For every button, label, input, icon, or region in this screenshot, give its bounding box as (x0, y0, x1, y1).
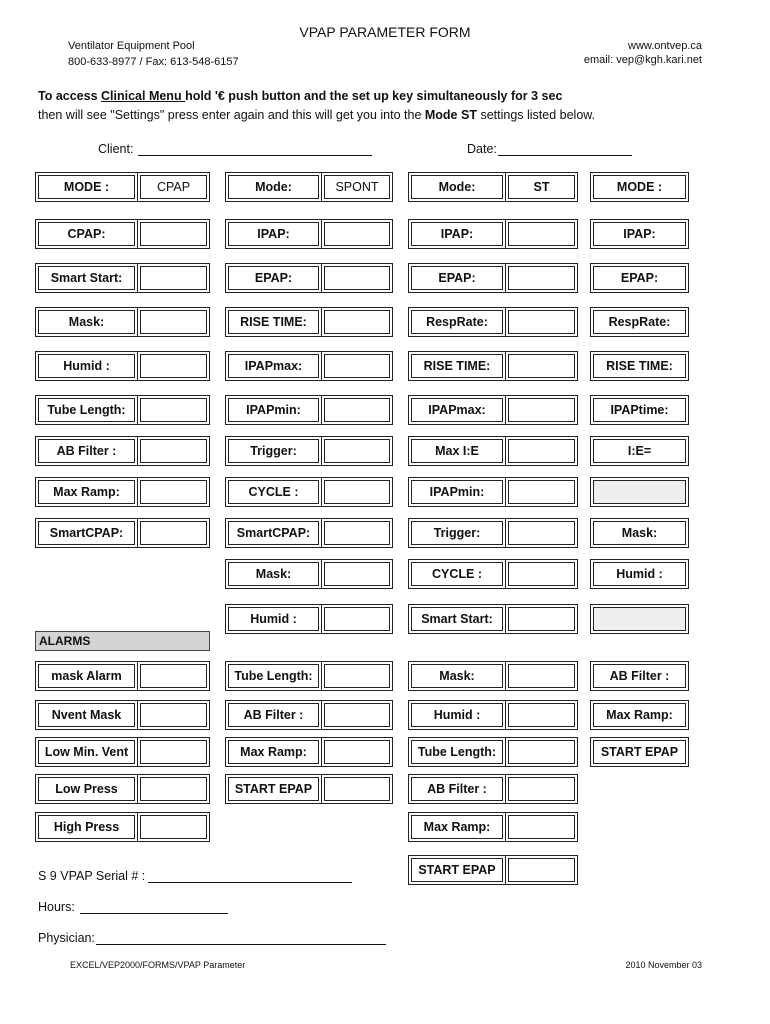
col3-value-input[interactable] (505, 351, 578, 381)
input-box[interactable] (324, 607, 390, 631)
col2-label: Mask: (228, 562, 319, 586)
col2-label: EPAP: (228, 266, 319, 290)
alarm-label: Nvent Mask (38, 703, 135, 727)
col2-label: RISE TIME: (228, 310, 319, 334)
org-email: email: vep@kgh.kari.net (583, 54, 702, 66)
col1-label-cell (35, 477, 138, 507)
col2-value-input[interactable] (321, 395, 393, 425)
col3-label-cell (408, 351, 506, 381)
col4-empty-cell (590, 477, 689, 507)
col3-label-cell (408, 436, 506, 466)
col3-value-input[interactable] (505, 477, 578, 507)
col1-value-input[interactable] (137, 307, 210, 337)
instruction-text: settings listed below. (476, 108, 596, 122)
col1-label: Mask: (38, 310, 135, 334)
col4-label-cell (590, 436, 689, 466)
col2-label: Tube Length: (228, 664, 319, 688)
col2-label-cell (225, 263, 322, 293)
client-field-line[interactable] (138, 155, 372, 156)
org-name: Ventilator Equipment Pool (68, 40, 195, 52)
col1-label-cell (35, 518, 138, 548)
col3-label: IPAP: (411, 222, 503, 246)
col3-label-cell (408, 855, 506, 885)
input-box[interactable] (324, 439, 390, 463)
input-box[interactable] (508, 740, 575, 764)
col4-label (593, 607, 686, 631)
date-field-line[interactable] (498, 155, 632, 156)
col3-label: START EPAP (411, 858, 503, 882)
col4-label: Humid : (593, 562, 686, 586)
col3-value-input[interactable] (505, 812, 578, 842)
col1-label-cell (35, 307, 138, 337)
col2-label: IPAPmax: (228, 354, 319, 378)
col2-label-cell (225, 219, 322, 249)
col2-value-input[interactable] (321, 477, 393, 507)
col2-label: Max Ramp: (228, 740, 319, 764)
col2-label-cell (225, 774, 322, 804)
col4-label: RISE TIME: (593, 354, 686, 378)
col3-label: Humid : (411, 703, 503, 727)
alarm-label-cell (35, 700, 138, 730)
input-box[interactable] (140, 777, 207, 801)
col4-label: IPAPtime: (593, 398, 686, 422)
input-box[interactable] (324, 562, 390, 586)
col3-label: Max I:E (411, 439, 503, 463)
col2-label-cell (225, 661, 322, 691)
col3-value-input[interactable] (505, 661, 578, 691)
input-box[interactable] (508, 439, 575, 463)
col2-mode-value: SPONT (324, 175, 390, 199)
col4-label: START EPAP (593, 740, 686, 764)
col4-label: I:E= (593, 439, 686, 463)
col2-label-cell (225, 307, 322, 337)
col2-label: IPAP: (228, 222, 319, 246)
input-box[interactable] (324, 222, 390, 246)
input-box[interactable] (140, 439, 207, 463)
alarm-label: Low Min. Vent (38, 740, 135, 764)
hours-field-line[interactable] (80, 913, 228, 914)
col2-value-input[interactable] (321, 737, 393, 767)
col4-label-cell (590, 661, 689, 691)
col1-value-input[interactable] (137, 518, 210, 548)
col2-label: IPAPmin: (228, 398, 319, 422)
col3-label: RespRate: (411, 310, 503, 334)
col3-label: IPAPmax: (411, 398, 503, 422)
input-box[interactable] (140, 310, 207, 334)
col3-value-input[interactable] (505, 263, 578, 293)
col1-label: CPAP: (38, 222, 135, 246)
alarm-value-input[interactable] (137, 661, 210, 691)
input-box[interactable] (140, 266, 207, 290)
input-box[interactable] (508, 777, 575, 801)
col3-label: Smart Start: (411, 607, 503, 631)
col3-label-cell (408, 812, 506, 842)
col2-mode-label-cell (225, 172, 322, 202)
input-box[interactable] (508, 562, 575, 586)
col2-label-cell (225, 604, 322, 634)
col2-label: Trigger: (228, 439, 319, 463)
col2-value-input[interactable] (321, 307, 393, 337)
alarm-label: mask Alarm (38, 664, 135, 688)
input-box[interactable] (140, 815, 207, 839)
col3-label-cell (408, 219, 506, 249)
col3-value-input[interactable] (505, 604, 578, 634)
col1-value-input[interactable] (137, 263, 210, 293)
col3-label-cell (408, 661, 506, 691)
col2-label-cell (225, 477, 322, 507)
alarm-value-input[interactable] (137, 700, 210, 730)
col2-label-cell (225, 436, 322, 466)
col4-label: RespRate: (593, 310, 686, 334)
col4-label-cell (590, 518, 689, 548)
col3-label: Mask: (411, 664, 503, 688)
input-box[interactable] (508, 266, 575, 290)
col2-value-input[interactable] (321, 661, 393, 691)
org-phone-fax: 800-633-8977 / Fax: 613-548-6157 (68, 56, 239, 68)
col4-label-cell (590, 307, 689, 337)
col2-value-input[interactable] (321, 700, 393, 730)
form-title: VPAP PARAMETER FORM (299, 24, 471, 40)
alarm-label-cell (35, 812, 138, 842)
input-box[interactable] (324, 310, 390, 334)
col4-label: EPAP: (593, 266, 686, 290)
input-box[interactable] (508, 354, 575, 378)
col1-label: Max Ramp: (38, 480, 135, 504)
col1-label: Tube Length: (38, 398, 135, 422)
col3-value-input[interactable] (505, 855, 578, 885)
col3-label-cell (408, 477, 506, 507)
col4-label-cell (590, 700, 689, 730)
col2-value-input[interactable] (321, 219, 393, 249)
input-box[interactable] (140, 480, 207, 504)
col3-value-input[interactable] (505, 700, 578, 730)
col3-value-input[interactable] (505, 436, 578, 466)
col4-mode-label-cell (590, 172, 689, 202)
col3-value-input[interactable] (505, 307, 578, 337)
col1-value-input[interactable] (137, 351, 210, 381)
input-box[interactable] (508, 815, 575, 839)
col2-label-cell (225, 518, 322, 548)
input-box[interactable] (140, 521, 207, 545)
alarm-label-cell (35, 661, 138, 691)
col2-label-cell (225, 351, 322, 381)
col4-label-cell (590, 737, 689, 767)
col2-mode-label: Mode: (228, 175, 319, 199)
col1-mode-label: MODE : (38, 175, 135, 199)
col2-value-input[interactable] (321, 559, 393, 589)
date-label: Date: (467, 142, 497, 156)
col1-label: SmartCPAP: (38, 521, 135, 545)
col3-label: CYCLE : (411, 562, 503, 586)
col3-label-cell (408, 263, 506, 293)
col1-mode-value-cell (137, 172, 210, 202)
input-box[interactable] (508, 310, 575, 334)
alarm-value-input[interactable] (137, 812, 210, 842)
col4-label (593, 480, 686, 504)
col4-label: AB Filter : (593, 664, 686, 688)
col2-label-cell (225, 559, 322, 589)
col3-mode-label-cell (408, 172, 506, 202)
col3-label: EPAP: (411, 266, 503, 290)
col2-label-cell (225, 395, 322, 425)
instruction-line-1 (38, 89, 562, 103)
input-box[interactable] (324, 664, 390, 688)
input-box[interactable] (508, 480, 575, 504)
col1-value-input[interactable] (137, 219, 210, 249)
col2-value-input[interactable] (321, 774, 393, 804)
hours-label: Hours: (38, 900, 75, 914)
col3-label-cell (408, 774, 506, 804)
col1-label: AB Filter : (38, 439, 135, 463)
col3-value-input[interactable] (505, 219, 578, 249)
col3-label: Tube Length: (411, 740, 503, 764)
col3-value-input[interactable] (505, 518, 578, 548)
col4-label-cell (590, 395, 689, 425)
col3-value-input[interactable] (505, 774, 578, 804)
input-box[interactable] (140, 354, 207, 378)
col3-mode-label: Mode: (411, 175, 503, 199)
col3-value-input[interactable] (505, 395, 578, 425)
col2-value-input[interactable] (321, 436, 393, 466)
alarm-label: High Press (38, 815, 135, 839)
col4-label-cell (590, 559, 689, 589)
col2-label: START EPAP (228, 777, 319, 801)
col2-label: CYCLE : (228, 480, 319, 504)
footer-path: EXCEL/VEP2000/FORMS/VPAP Parameter (70, 960, 246, 970)
col3-label-cell (408, 700, 506, 730)
col3-label: Max Ramp: (411, 815, 503, 839)
col4-mode-label: MODE : (593, 175, 686, 199)
alarm-label-cell (35, 774, 138, 804)
col2-value-input[interactable] (321, 351, 393, 381)
col3-label-cell (408, 559, 506, 589)
col2-label-cell (225, 700, 322, 730)
serial-field-line[interactable] (148, 882, 352, 883)
col3-label-cell (408, 518, 506, 548)
col2-mode-value-cell (321, 172, 393, 202)
input-box[interactable] (324, 703, 390, 727)
col1-label: Smart Start: (38, 266, 135, 290)
col4-label-cell (590, 219, 689, 249)
input-box[interactable] (324, 398, 390, 422)
instruction-text: hold '€ push button and the set up key simultaneously for 3 sec (185, 89, 563, 103)
input-box[interactable] (508, 521, 575, 545)
col1-value-input[interactable] (137, 477, 210, 507)
input-box[interactable] (324, 354, 390, 378)
instruction-line-2 (38, 108, 595, 122)
col1-label-cell (35, 351, 138, 381)
serial-label: S 9 VPAP Serial # : (38, 869, 146, 883)
col1-label: Humid : (38, 354, 135, 378)
org-website: www.ontvep.ca (628, 40, 702, 52)
col4-label: Max Ramp: (593, 703, 686, 727)
col3-label: Trigger: (411, 521, 503, 545)
col3-mode-value-cell (505, 172, 578, 202)
input-box[interactable] (508, 398, 575, 422)
alarm-label: Low Press (38, 777, 135, 801)
col1-mode-label-cell (35, 172, 138, 202)
physician-field-line[interactable] (96, 944, 386, 945)
input-box[interactable] (508, 664, 575, 688)
col1-label-cell (35, 263, 138, 293)
col1-label-cell (35, 395, 138, 425)
col3-label: AB Filter : (411, 777, 503, 801)
col2-value-input[interactable] (321, 604, 393, 634)
col1-value-input[interactable] (137, 395, 210, 425)
input-box[interactable] (140, 664, 207, 688)
col3-label: RISE TIME: (411, 354, 503, 378)
col4-label: IPAP: (593, 222, 686, 246)
col1-mode-value: CPAP (140, 175, 207, 199)
col3-label-cell (408, 737, 506, 767)
col4-label-cell (590, 263, 689, 293)
alarm-label-cell (35, 737, 138, 767)
col4-label: Mask: (593, 521, 686, 545)
col2-label-cell (225, 737, 322, 767)
col3-value-input[interactable] (505, 737, 578, 767)
input-box[interactable] (140, 703, 207, 727)
input-box[interactable] (324, 521, 390, 545)
mode-st-text: Mode ST (424, 108, 477, 122)
col2-label: SmartCPAP: (228, 521, 319, 545)
instruction-text: To access (38, 89, 102, 103)
col3-label-cell (408, 395, 506, 425)
input-box[interactable] (140, 740, 207, 764)
col1-value-input[interactable] (137, 436, 210, 466)
col3-value-input[interactable] (505, 559, 578, 589)
input-box[interactable] (324, 480, 390, 504)
alarm-value-input[interactable] (137, 737, 210, 767)
col1-label-cell (35, 436, 138, 466)
col4-empty-cell (590, 604, 689, 634)
input-box[interactable] (508, 607, 575, 631)
instruction-text: then will see "Settings" press enter again and this will get you into the (38, 108, 425, 122)
physician-label: Physician: (38, 931, 95, 945)
input-box[interactable] (508, 222, 575, 246)
col4-label-cell (590, 351, 689, 381)
col3-label: IPAPmin: (411, 480, 503, 504)
input-box[interactable] (324, 740, 390, 764)
input-box[interactable] (140, 398, 207, 422)
input-box[interactable] (140, 222, 207, 246)
col2-label: Humid : (228, 607, 319, 631)
col2-value-input[interactable] (321, 263, 393, 293)
client-label: Client: (98, 142, 134, 156)
col3-mode-value: ST (508, 175, 575, 199)
alarms-header: ALARMS (35, 631, 210, 651)
input-box[interactable] (324, 777, 390, 801)
col3-label-cell (408, 604, 506, 634)
col3-label-cell (408, 307, 506, 337)
footer-date: 2010 November 03 (625, 960, 702, 970)
input-box[interactable] (324, 266, 390, 290)
alarm-value-input[interactable] (137, 774, 210, 804)
col1-label-cell (35, 219, 138, 249)
clinical-menu-text: Clinical Menu (101, 89, 186, 103)
col2-label: AB Filter : (228, 703, 319, 727)
col2-value-input[interactable] (321, 518, 393, 548)
input-box[interactable] (508, 858, 575, 882)
input-box[interactable] (508, 703, 575, 727)
